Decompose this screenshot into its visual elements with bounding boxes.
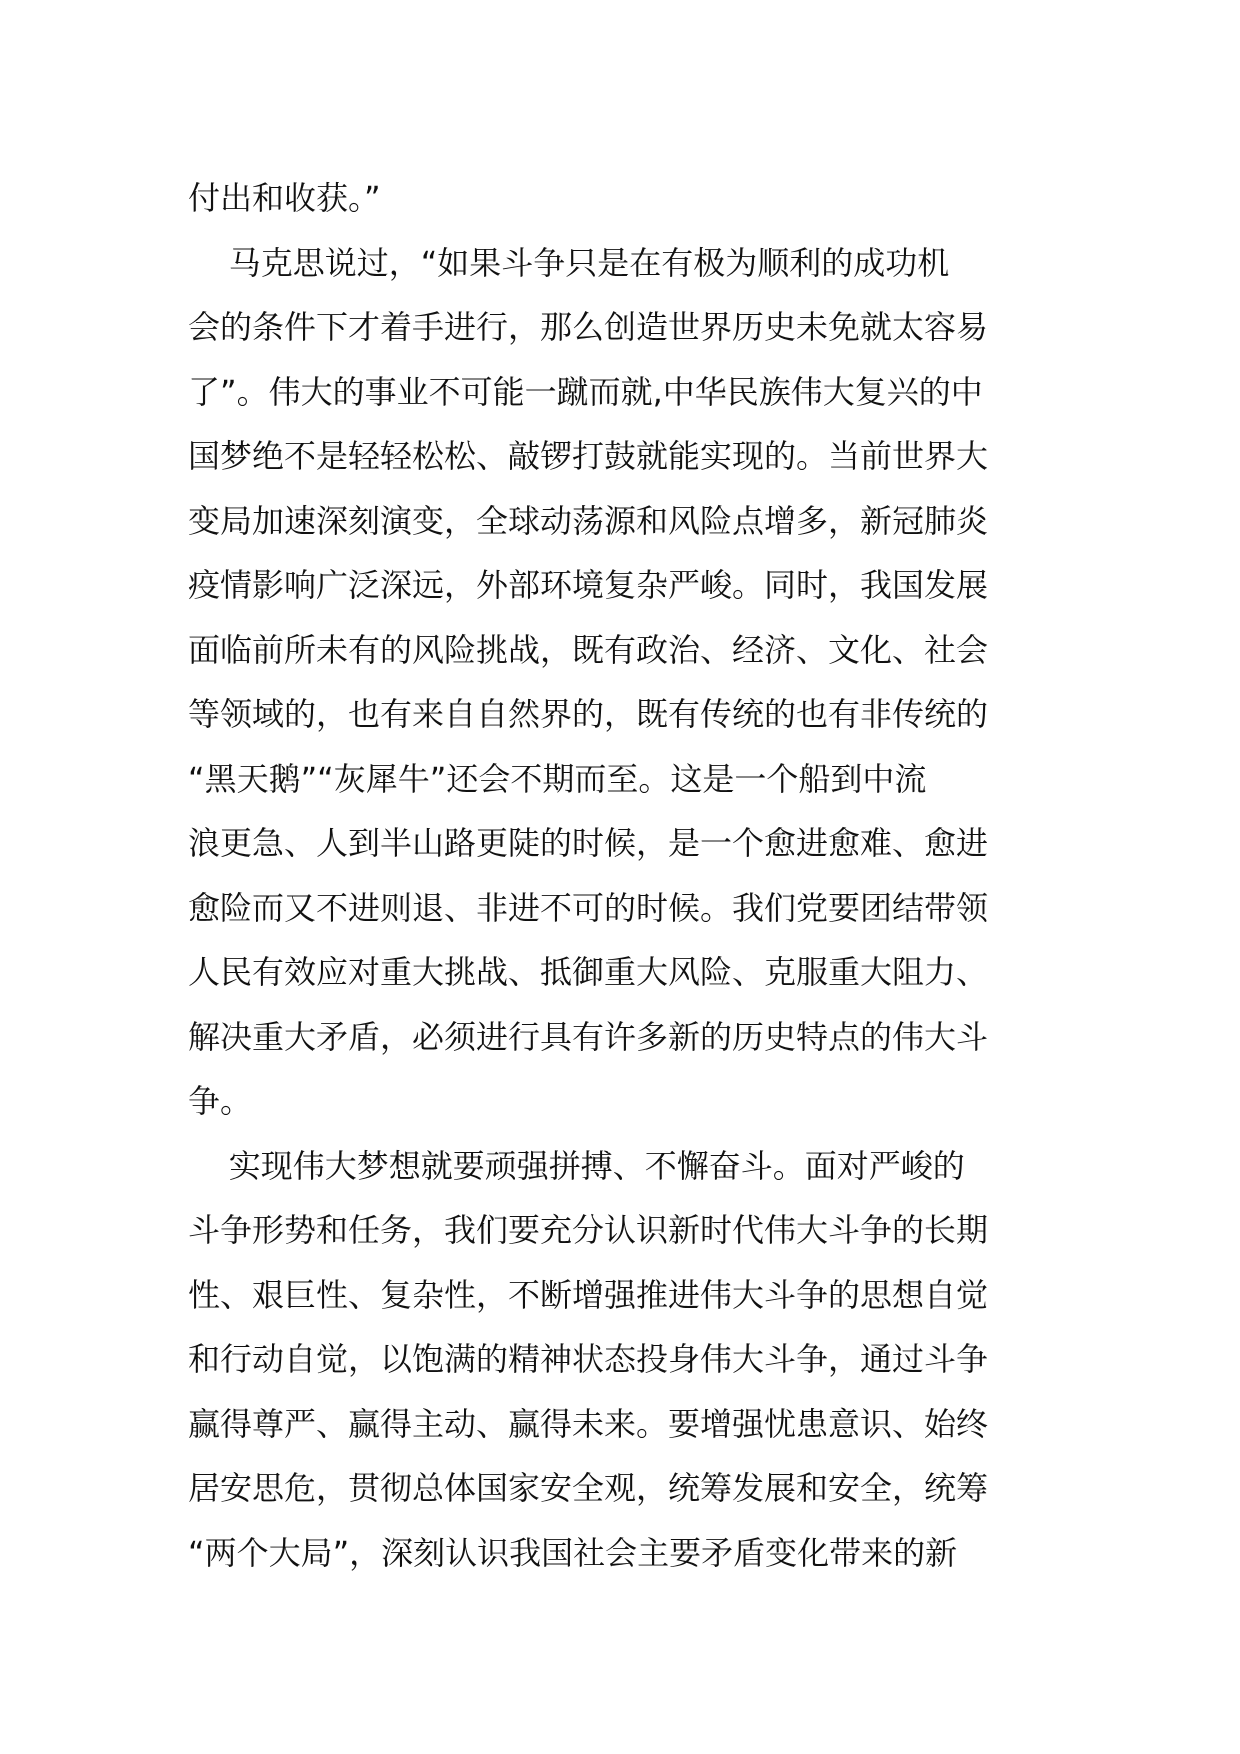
- document-body: [188, 166, 1058, 1585]
- paragraph-1: [188, 166, 1058, 231]
- paragraph-3: [188, 1134, 1058, 1586]
- text-line: “黑天鹅”“灰犀牛”还会不期而至。这是一个船到中流: [188, 759, 927, 798]
- text-line: 争。: [188, 1082, 253, 1120]
- paragraph-2: [188, 231, 1058, 1134]
- text-line: 浪更急、人到半山路更陡的时候，是一个愈进愈难、愈进: [188, 824, 989, 862]
- text-line: 和行动自觉，以饱满的精神状态投身伟大斗争，通过斗争: [188, 1340, 989, 1378]
- text-line: 面临前所未有的风险挑战，既有政治、经济、文化、社会: [188, 630, 989, 669]
- text-line: 斗争形势和任务，我们要充分认识新时代伟大斗争的长期: [188, 1211, 989, 1249]
- text-line: 赢得尊严、赢得主动、赢得未来。要增强忧患意识、始终: [188, 1404, 989, 1443]
- text-line: 马克思说过，“如果斗争只是在有极为顺利的成功机: [188, 243, 950, 282]
- text-line: “两个大局”，深刻认识我国社会主要矛盾变化带来的新: [188, 1533, 958, 1572]
- text-line: 实现伟大梦想就要顽强拼搏、不懈奋斗。面对严峻的: [188, 1146, 965, 1185]
- text-line: 国梦绝不是轻轻松松、敲锣打鼓就能实现的。当前世界大: [188, 437, 989, 475]
- text-line: 变局加速深刻演变，全球动荡源和风险点增多，新冠肺炎: [188, 501, 989, 540]
- text-line: 付出和收获。”: [188, 179, 381, 217]
- text-line: 会的条件下才着手进行，那么创造世界历史未免就太容易: [188, 308, 989, 346]
- text-line: 居安思危，贯彻总体国家安全观，统筹发展和安全，统筹: [188, 1469, 989, 1507]
- text-line: 等领域的，也有来自自然界的，既有传统的也有非传统的: [188, 695, 989, 733]
- text-line: 人民有效应对重大挑战、抵御重大风险、克服重大阻力、: [188, 953, 989, 991]
- text-line: 疫情影响广泛深远，外部环境复杂严峻。同时，我国发展: [188, 566, 989, 604]
- text-line: 解决重大矛盾，必须进行具有许多新的历史特点的伟大斗: [188, 1017, 989, 1056]
- text-line: 了”。伟大的事业不可能一蹴而就,中华民族伟大复兴的中: [188, 372, 983, 411]
- text-line: 愈险而又不进则退、非进不可的时候。我们党要团结带领: [188, 888, 989, 927]
- text-line: 性、艰巨性、复杂性，不断增强推进伟大斗争的思想自觉: [188, 1275, 989, 1314]
